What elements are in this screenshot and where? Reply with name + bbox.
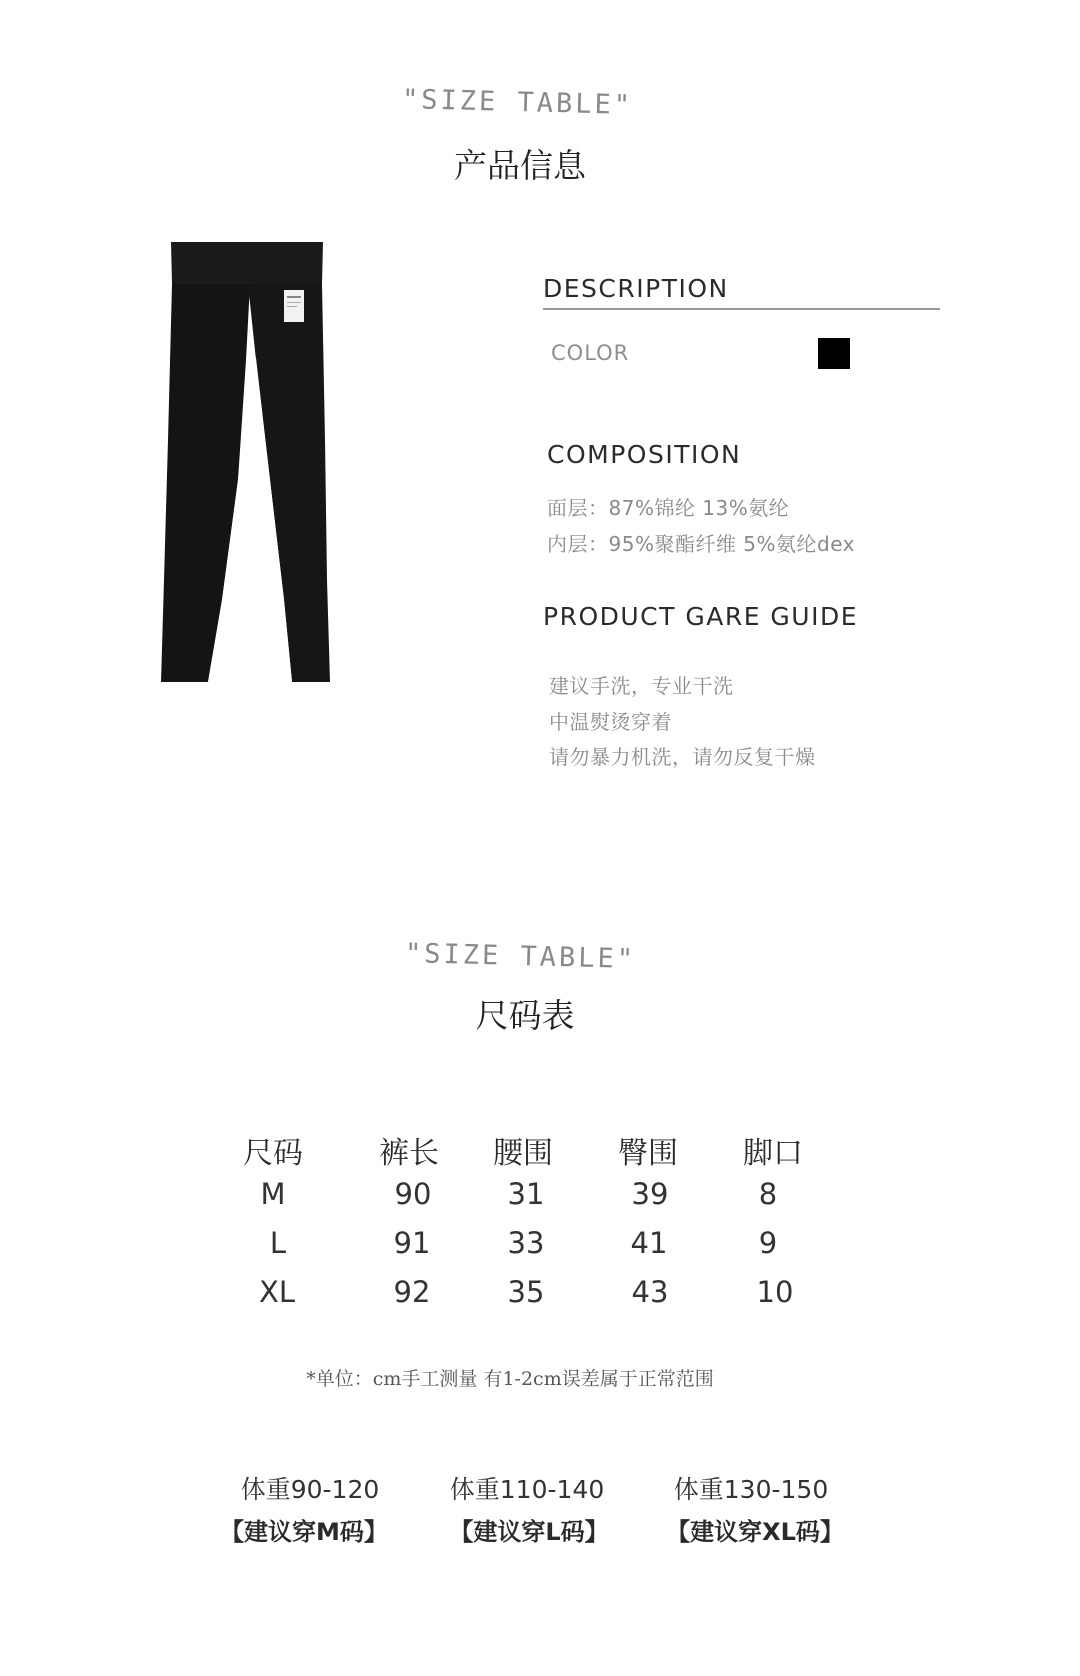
size-table-tag-bottom: "SIZE TABLE" xyxy=(404,938,637,976)
table-header-size: 尺码 xyxy=(243,1136,303,1171)
table-cell: 31 xyxy=(507,1177,545,1211)
table-cell: 43 xyxy=(631,1275,669,1309)
table-cell: 35 xyxy=(507,1275,545,1309)
description-heading: DESCRIPTION xyxy=(543,274,729,303)
table-header-length: 裤长 xyxy=(379,1136,439,1171)
waistband xyxy=(171,242,323,284)
care-guide-line: 建议手洗，专业干洗 xyxy=(549,674,734,698)
measurement-note: *单位：cm手工测量 有1-2cm误差属于正常范围 xyxy=(306,1368,714,1390)
recommend-size-l: 【建议穿L码】 xyxy=(449,1518,609,1546)
table-header-waist: 腰围 xyxy=(493,1136,553,1171)
product-info-title: 产品信息 xyxy=(454,146,586,185)
table-header-hem: 脚口 xyxy=(743,1136,803,1171)
color-swatch xyxy=(818,338,850,369)
table-cell: 41 xyxy=(630,1226,668,1260)
size-chart-title: 尺码表 xyxy=(475,996,575,1035)
recommend-weight-xl: 体重130-150 xyxy=(673,1475,829,1504)
leggings-illustration xyxy=(160,240,335,686)
table-header-hip: 臀围 xyxy=(618,1136,678,1171)
table-cell: 90 xyxy=(394,1177,432,1211)
composition-outer-layer: 面层：87%锦纶 13%氨纶 xyxy=(547,496,790,520)
table-cell: 92 xyxy=(393,1275,431,1309)
care-guide-heading: PRODUCT GARE GUIDE xyxy=(543,602,859,631)
product-image xyxy=(160,240,335,686)
table-cell: 91 xyxy=(393,1226,431,1260)
description-divider xyxy=(543,308,940,310)
table-cell: 8 xyxy=(758,1177,778,1211)
table-cell: 39 xyxy=(631,1177,669,1211)
recommend-weight-l: 体重110-140 xyxy=(449,1475,605,1504)
recommend-size-xl: 【建议穿XL码】 xyxy=(666,1518,844,1546)
table-cell-size: L xyxy=(269,1226,287,1260)
care-guide-line: 中温熨烫穿着 xyxy=(549,710,672,734)
table-cell-size: M xyxy=(260,1177,286,1211)
table-cell: 10 xyxy=(756,1275,794,1309)
size-table-tag-top: "SIZE TABLE" xyxy=(401,84,634,122)
composition-heading: COMPOSITION xyxy=(547,440,742,469)
recommend-weight-m: 体重90-120 xyxy=(240,1475,380,1504)
composition-inner-layer: 内层：95%聚酯纤维 5%氨纶dex xyxy=(547,532,856,556)
care-guide-line: 请勿暴力机洗，请勿反复干燥 xyxy=(549,745,816,769)
recommend-size-m: 【建议穿M码】 xyxy=(220,1518,388,1546)
table-cell-size: XL xyxy=(258,1275,296,1309)
table-cell: 9 xyxy=(758,1226,778,1260)
table-cell: 33 xyxy=(507,1226,545,1260)
color-label: COLOR xyxy=(551,341,630,365)
